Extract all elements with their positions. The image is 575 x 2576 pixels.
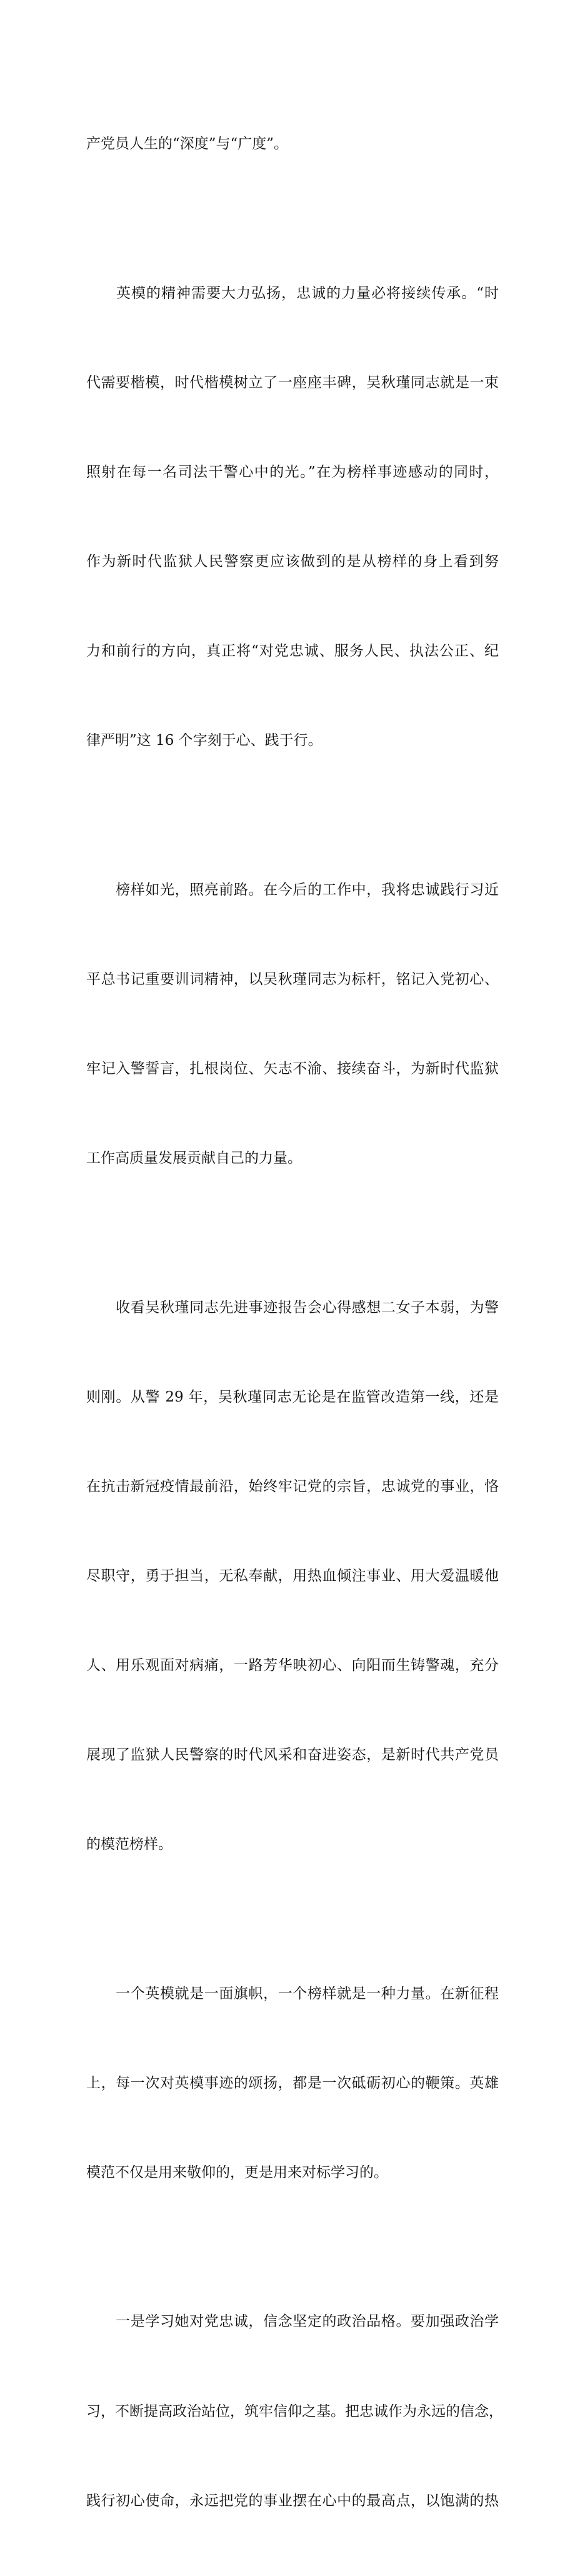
text-line: 上，每一次对英模事迹的颂扬，都是一次砥砺初心的鞭策。英雄 [86, 2074, 499, 2091]
text-line: 尽职守，勇于担当，无私奉献，用热血倾注事业、用大爱温暖他 [86, 1567, 499, 1584]
text-line: 人、用乐观面对病痛，一路芳华映初心、向阳而生铸警魂，充分 [86, 1657, 499, 1674]
text-line: 习，不断提高政治站位，筑牢信仰之基。把忠诚作为永远的信念， [86, 2403, 503, 2420]
text-line: 力和前行的方向，真正将“对党忠诚、服务人民、执法公正、纪 [86, 643, 499, 660]
text-line: 一是学习她对党忠诚，信念坚定的政治品格。要加强政治学 [86, 2313, 499, 2330]
text-line: 收看吴秋瑾同志先进事迹报告会心得感想二女子本弱，为警 [86, 1299, 499, 1316]
text-line: 的模范榜样。 [86, 1836, 172, 1853]
text-line: 牢记入警誓言，扎根岗位、矢志不渝、接续奋斗，为新时代监狱 [86, 1061, 499, 1078]
text-line: 代需要楷模，时代楷模树立了一座座丰碑，吴秋瑾同志就是一束 [86, 375, 499, 391]
text-line: 平总书记重要训词精神，以吴秋瑾同志为标杆，铭记入党初心、 [86, 971, 499, 987]
text-line: 英模的精神需要大力弘扬，忠诚的力量必将接续传承。“时 [86, 285, 499, 301]
text-line: 则刚。从警 29 年，吴秋瑾同志无论是在监管改造第一线，还是 [86, 1388, 499, 1405]
text-line: 产党员人生的“深度”与“广度”。 [86, 136, 289, 153]
text-line: 工作高质量发展贡献自己的力量。 [86, 1150, 302, 1167]
paragraph [86, 220, 499, 816]
document-body [86, 70, 503, 2576]
text-line: 照射在每一名司法干警心中的光。”在为榜样事迹感动的同时， [86, 464, 499, 481]
paragraph [86, 816, 499, 1233]
text-line: 榜样如光，照亮前路。在今后的工作中，我将忠诚践行习近 [86, 881, 499, 898]
text-line: 在抗击新冠疫情最前沿，始终牢记党的宗旨，忠诚党的事业，恪 [86, 1478, 499, 1495]
paragraph [86, 1233, 499, 1919]
paragraph [86, 2248, 503, 2576]
text-line: 展现了监狱人民警察的时代风采和奋进姿态，是新时代共产党员 [86, 1747, 499, 1764]
paragraph [86, 70, 499, 220]
text-line: 作为新时代监狱人民警察更应该做到的是从榜样的身上看到努 [86, 553, 499, 570]
text-line: 一个英模就是一面旗帜，一个榜样就是一种力量。在新征程 [86, 1985, 499, 2002]
text-line: 律严明”这 16 个字刻于心、践于行。 [86, 732, 322, 749]
text-line: 践行初心使命，永远把党的事业摆在心中的最高点，以饱满的热 [86, 2492, 499, 2509]
paragraph [86, 1919, 499, 2248]
text-line: 模范不仅是用来敬仰的，更是用来对标学习的。 [86, 2164, 388, 2181]
